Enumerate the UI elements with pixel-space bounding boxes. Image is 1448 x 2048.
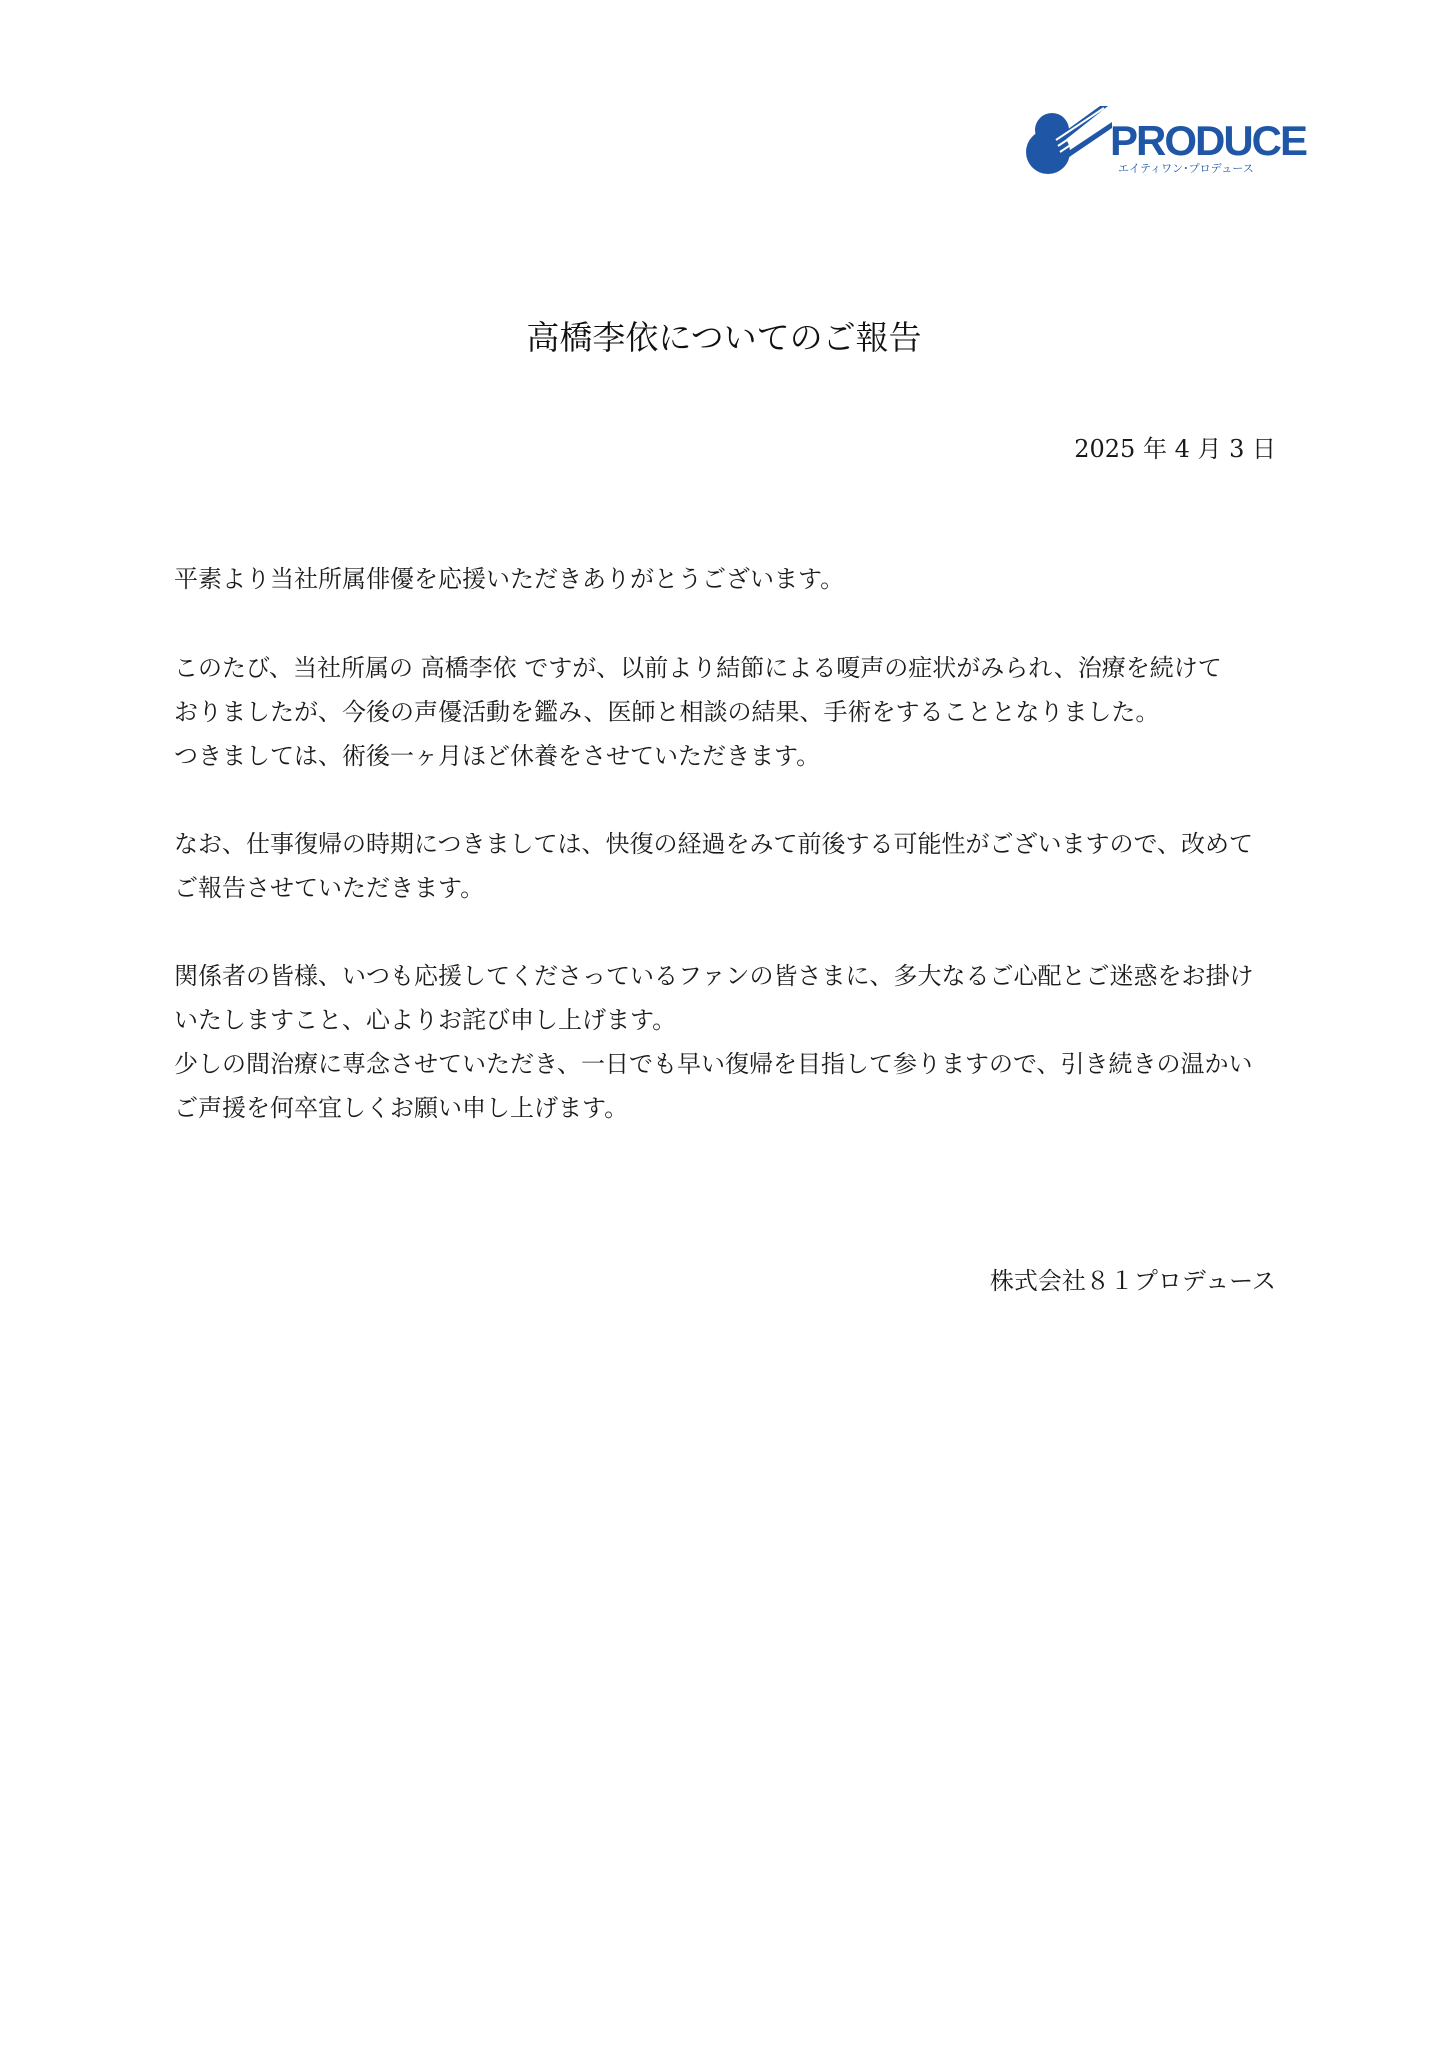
paragraph-line: おりましたが、今後の声優活動を鑑み、医師と相談の結果、手術をすることとなりました。 bbox=[174, 698, 1160, 726]
logo-brand-text: PRODUCE bbox=[1110, 117, 1307, 164]
company-logo bbox=[1022, 100, 1307, 184]
paragraph-line: ご声援を何卒宜しくお願い申し上げます。 bbox=[174, 1094, 629, 1122]
paragraph-line: 関係者の皆様、いつも応援してくださっているファンの皆さまに、多大なるご心配とご迷惑をお掛け bbox=[174, 962, 1254, 990]
paragraph-line: 少しの間治療に専念させていただき、一日でも早い復帰を目指して参りますので、引き続きの温かい bbox=[174, 1050, 1253, 1078]
announcement-paragraph bbox=[174, 646, 1284, 778]
paragraph-line: いたしますこと、心よりお詫び申し上げます。 bbox=[174, 1006, 677, 1034]
paragraph-line: このたび、当社所属の 高橋李依 ですが、以前より結節による嗄声の症状がみられ、治療を続けて bbox=[174, 654, 1222, 682]
paragraph-line: なお、仕事復帰の時期につきましては、快復の経過をみて前後する可能性がございますので、改めて bbox=[174, 830, 1254, 858]
greeting-paragraph bbox=[174, 557, 1284, 601]
logo-kana-text: エイティワン･プロデュース bbox=[1118, 162, 1254, 175]
paragraph-line: ご報告させていただきます。 bbox=[174, 874, 485, 902]
paragraph-line: 平素より当社所属俳優を応援いただきありがとうございます。 bbox=[174, 565, 845, 593]
announcement-date: 2025 年 4 月 3 日 bbox=[1074, 435, 1276, 463]
return-schedule-paragraph bbox=[174, 822, 1284, 910]
paragraph-line: つきましては、術後一ヶ月ほど休養をさせていただきます。 bbox=[174, 742, 821, 770]
81-produce-logo-icon bbox=[1022, 100, 1122, 184]
company-signature: 株式会社８１プロデュース bbox=[989, 1267, 1276, 1295]
apology-paragraph bbox=[174, 954, 1284, 1130]
page-title: 高橋李依についてのご報告 bbox=[526, 318, 922, 357]
